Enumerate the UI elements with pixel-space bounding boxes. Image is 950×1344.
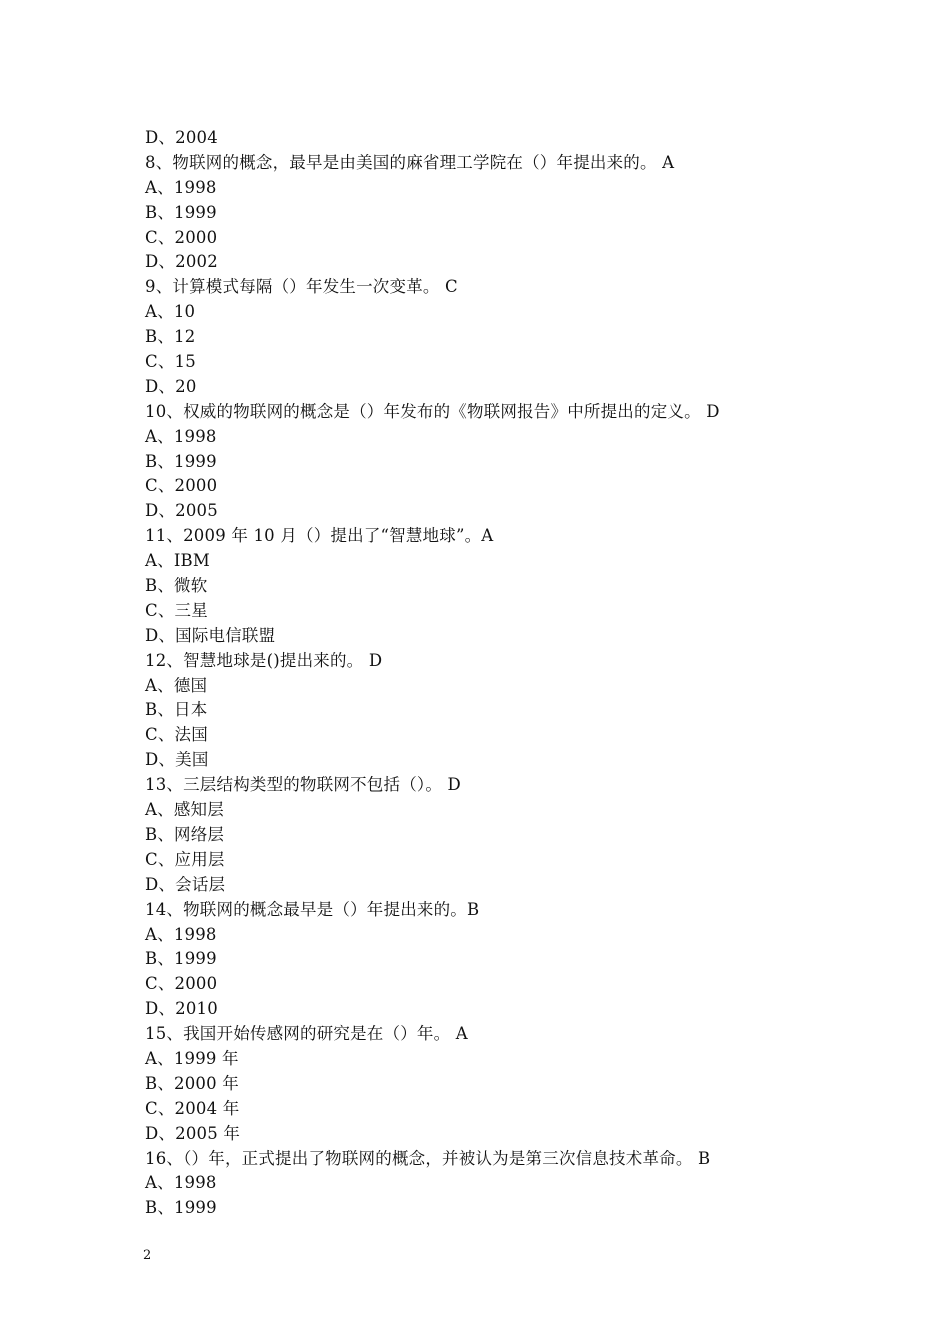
text-line: 14、物联网的概念最早是（）年提出来的。B	[145, 899, 480, 919]
text-line: B、1999	[145, 949, 217, 969]
text-line: D、2010	[145, 999, 218, 1019]
text-line: 13、三层结构类型的物联网不包括（）。 D	[145, 775, 461, 795]
text-line: B、1999	[145, 202, 217, 222]
text-line: B、1999	[145, 451, 217, 471]
text-line: A、1998	[145, 177, 217, 197]
text-line: A、10	[145, 302, 196, 322]
text-line: C、三星	[145, 600, 208, 620]
text-line: 8、物联网的概念，最早是由美国的麻省理工学院在（）年提出来的。 A	[145, 152, 675, 172]
page-number: 2	[143, 1248, 152, 1263]
text-line: B、12	[145, 327, 196, 347]
text-line: A、1998	[145, 426, 217, 446]
text-line: C、2000	[145, 974, 218, 994]
text-line: 11、2009 年 10 月（）提出了“智慧地球”。A	[145, 526, 494, 546]
text-line: A、1998	[145, 1173, 217, 1193]
text-line: C、法国	[145, 725, 208, 745]
text-line: D、国际电信联盟	[145, 625, 276, 645]
text-line: 12、智慧地球是()提出来的。 D	[145, 650, 383, 670]
text-line: C、2000	[145, 476, 218, 496]
text-line: D、美国	[145, 750, 209, 770]
text-line: B、日本	[145, 700, 208, 720]
text-line: B、2000 年	[145, 1073, 239, 1093]
text-line: B、网络层	[145, 824, 225, 844]
text-line: A、1998	[145, 924, 217, 944]
text-line: D、2005	[145, 501, 218, 521]
text-line: A、德国	[145, 675, 208, 695]
text-line: B、微软	[145, 576, 208, 596]
text-line: D、2004	[145, 128, 218, 147]
text-line: 10、权威的物联网的概念是（）年发布的《物联网报告》中所提出的定义。 D	[145, 401, 720, 421]
text-line: A、IBM	[145, 551, 210, 571]
text-line: C、2000	[145, 227, 218, 247]
text-line: D、2005 年	[145, 1123, 241, 1143]
text-line: 15、我国开始传感网的研究是在（）年。 A	[145, 1024, 468, 1044]
text-line: A、感知层	[145, 800, 224, 820]
text-line: D、2002	[145, 252, 218, 272]
text-line: 9、计算模式每隔（）年发生一次变革。 C	[145, 277, 458, 297]
text-line: C、15	[145, 352, 196, 372]
question-list	[145, 126, 845, 1221]
text-line: A、1999 年	[145, 1048, 239, 1068]
text-line: C、2004 年	[145, 1098, 240, 1118]
text-line: 16、（）年，正式提出了物联网的概念，并被认为是第三次信息技术革命。 B	[145, 1148, 711, 1168]
text-line: D、20	[145, 376, 197, 396]
text-line: C、应用层	[145, 849, 225, 869]
text-line: B、1999	[145, 1198, 217, 1218]
text-line: D、会话层	[145, 874, 226, 894]
